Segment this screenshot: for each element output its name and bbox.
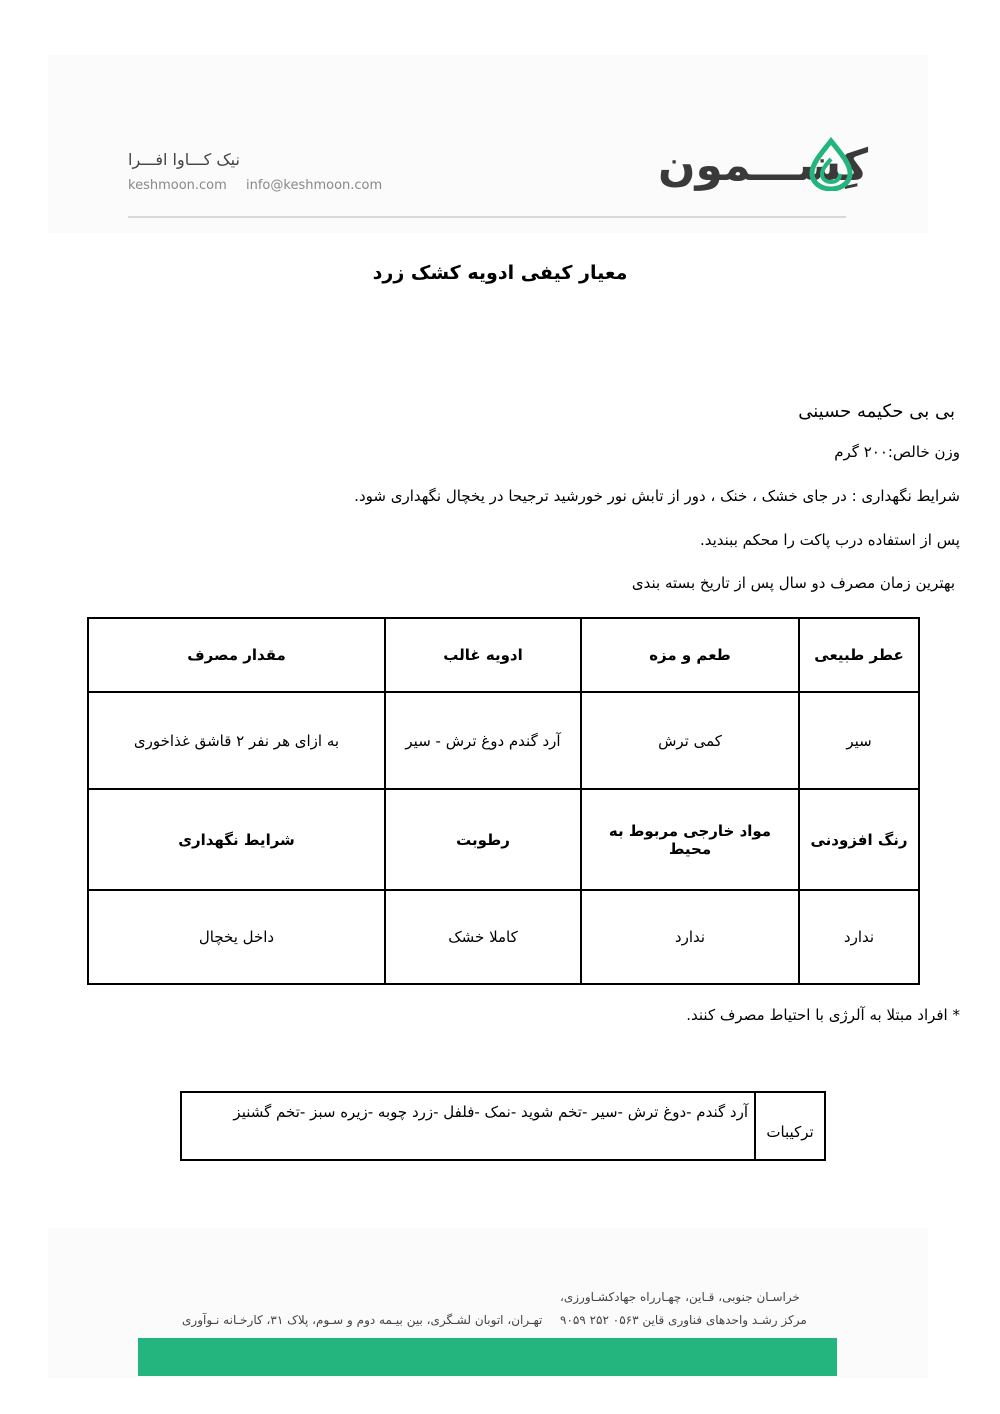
table-cell: کمی ترش (581, 692, 799, 789)
brand-logo-text: کِشـــمون (658, 140, 869, 191)
table-header-cell: رنگ افزودنی (799, 789, 919, 890)
leaf-drop-icon (806, 137, 856, 191)
table-cell: ندارد (799, 890, 919, 984)
table-header-cell: ادویه غالب (385, 618, 581, 692)
table-header-cell: رطوبت (385, 789, 581, 890)
table-cell: داخل یخچال (88, 890, 385, 984)
table-row (88, 692, 919, 789)
table-header-cell: مقدار مصرف (88, 618, 385, 692)
table-row (88, 618, 919, 692)
table-header-cell: طعم و مزه (581, 618, 799, 692)
footer-address-incubator: مرکز رشـد واحدهای فناوری قاین ۰۵۶۳ ۲۵۲ ۹۰۵۹ (560, 1313, 807, 1327)
email-link[interactable]: info@keshmoon.com (246, 178, 383, 193)
storage-conditions: شرایط نگهداری : در جای خشک ، خنک ، دور از تابش نور خورشید ترجیحا در یخچال نگهداری شود. (354, 487, 960, 505)
table-cell: سیر (799, 692, 919, 789)
footer-address-south-khorasan: خراسـان جنوبی، قـاین، چهـارراه جهادکشـاورزی، (560, 1290, 800, 1304)
footer-address-tehran: تهـران، اتوبان لشـگری، بین بیـمه دوم و سـوم، پلاک ۳۱، کارخـانه نـوآوری (182, 1313, 543, 1327)
footer-green-bar (138, 1338, 837, 1376)
table-row (88, 789, 919, 890)
table-cell: ندارد (581, 890, 799, 984)
table-cell: کاملا خشک (385, 890, 581, 984)
table-cell: آرد گندم دوغ ترش - سیر (385, 692, 581, 789)
ingredients-table (180, 1091, 826, 1161)
ingredients-label: ترکیبات (755, 1092, 825, 1160)
allergy-note: * افراد مبتلا به آلرژی با احتیاط مصرف کنند. (686, 1006, 960, 1024)
document-title: معیار کیفی ادویه کشک زرد (372, 262, 628, 284)
best-use-time: بهترین زمان مصرف دو سال پس از تاریخ بسته بندی (631, 574, 955, 592)
company-name: نیک کـــاوا افـــرا (128, 150, 240, 169)
ingredients-value: آرد گندم -دوغ ترش -سیر -تخم شوید -نمک -فلفل -زرد چوبه -زیره سبز -تخم گشنیز (181, 1092, 755, 1160)
table-cell: به ازای هر نفر ۲ قاشق غذاخوری (88, 692, 385, 789)
after-use-instruction: پس از استفاده درب پاکت را محکم ببندید. (699, 531, 960, 549)
quality-spec-table (87, 617, 920, 985)
table-header-cell: عطر طبیعی (799, 618, 919, 692)
producer-name: بی بی حکیمه حسینی (798, 401, 955, 422)
table-row (88, 890, 919, 984)
website-link[interactable]: keshmoon.com (128, 178, 227, 193)
header-divider (128, 216, 846, 218)
net-weight: وزن خالص:۲۰۰ گرم (834, 443, 960, 461)
table-header-cell: شرایط نگهداری (88, 789, 385, 890)
table-header-cell: مواد خارجی مربوط به محیط (581, 789, 799, 890)
